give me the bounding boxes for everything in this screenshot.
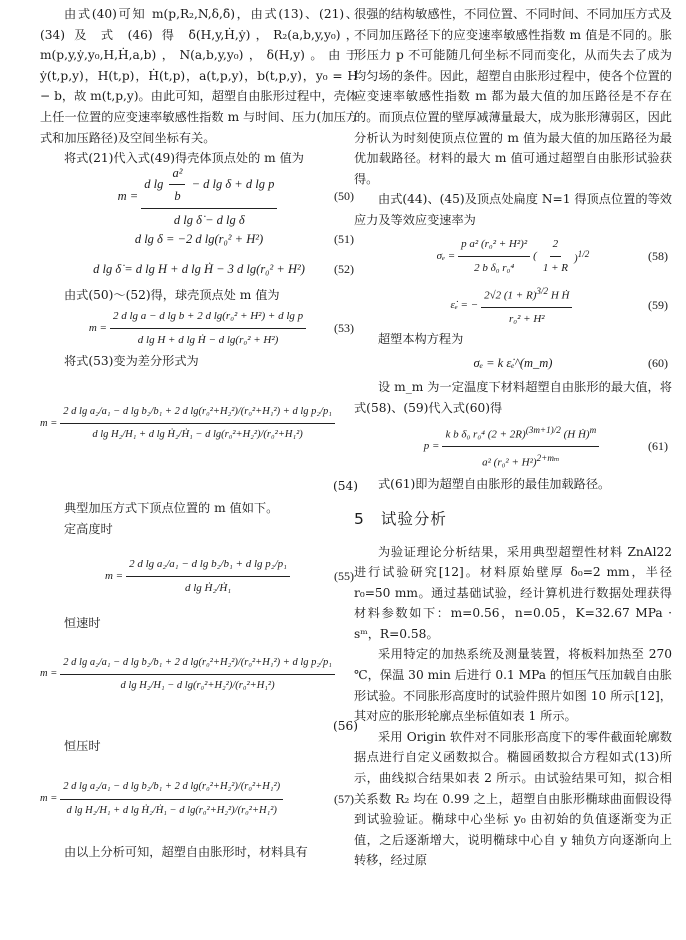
paragraph: 式(61)即为超塑自由胀形的最佳加载路径。 <box>378 477 611 492</box>
equation-text: d lg δ = −2 d lg(r₀² + H²) <box>134 232 264 247</box>
equation-59: ε̇ₑ = − $\frac{2√2 (1 + R)^{3/2} H Ḣ}{\text{r₀² + H²}}$ (59) <box>354 283 672 329</box>
equation-number: (61) <box>648 439 668 454</box>
equation-number: (58) <box>648 249 668 264</box>
equation-number: (52) <box>334 262 354 277</box>
equation-58: σₑ = $\frac{\text{p a² (r₀² + H²)²}}{\text{2 b δ₀ r₀⁴}}$ ( $\frac{2}{1 + R}$ )$^{1/2}$ (58) <box>354 231 672 283</box>
section-title: 试验分析 <box>380 509 447 528</box>
equation-54: m = 2 d lg a₂/a₁ − d lg b₂/b₁ + 2 d lg(r₀²+H₂²)/(r₀²+H₁²) + d lg p₂/p₁ d lg H₂/H₁ + d lg Ḣ₂/Ḣ₁ − d lg(r₀²+H₂²)/(r₀²+H₁²) <box>40 372 358 476</box>
equation-text: d lg δ̇ = d lg H + d lg Ḣ − 3 d lg(r₀² + H²) <box>93 262 305 277</box>
equation-number: (53) <box>334 321 354 336</box>
paragraph: 典型加压方式下顶点位置的 m 值如下。 <box>64 500 279 515</box>
equation-55: m = $\frac{\text{2 d lg a₂/a₁ − d lg b₂/b₁ + d lg p₂/p₁}}{\text{d lg Ḣ₂/Ḣ₁}}$ (55) <box>40 539 358 613</box>
equation-number: (57) <box>334 792 354 807</box>
paragraph: 由以上分析可知，超塑自由胀形时，材料具有 <box>64 845 308 860</box>
paragraph: 恒压时 <box>64 738 101 753</box>
equation-number: (59) <box>648 298 668 313</box>
equation-number: (56) <box>332 718 358 733</box>
section-number: 5 <box>354 509 365 528</box>
equation-60 <box>354 349 672 377</box>
paragraph: 由式(44)、(45)及顶点处扁度 N=1 得顶点位置的等效应力及等效应变速率为 <box>354 192 672 227</box>
equation-text: σₑ = k ε̇ₑ^(m_m) <box>473 355 553 370</box>
paragraph: 超塑本构方程为 <box>378 331 464 346</box>
equation-number: (55) <box>334 568 354 583</box>
equation-51 <box>40 225 358 255</box>
equation-52 <box>40 255 358 285</box>
paragraph: 设 m_m 为一定温度下材料超塑自由胀形的最大值，将式(58)、(59)代入式(60)得 <box>354 380 672 415</box>
equation-56: m = 2 d lg a₂/a₁ − d lg b₂/b₁ + 2 d lg(r₀²+H₂²)/(r₀²+H₁²) + d lg p₂/p₁ d lg H₂/H₁ − d lg(r₀²+H₂²)/(r₀²+H₁²) <box>40 634 358 716</box>
equation-number: (60) <box>648 355 668 370</box>
paragraph: 定高度时 <box>64 521 113 536</box>
paragraph: 将式(53)变为差分形式为 <box>64 354 199 369</box>
paragraph: 采用特定的加热系统及测量装置，将板料加热至 270 ℃，保温 30 min 后进行 0.1 MPa 的恒压气压加载自由胀形试验。不同胀形高度时的试验件照片如图 10 所示[12]，其对应的胀形轮廓点坐标值如表 1 所示。 <box>354 647 672 724</box>
equation-50: m = d lg $\frac{\text{a²}}{b}$ − d lg δ + d lg p d lg δ̇ − d lg δ (50) <box>40 169 358 225</box>
equation-57: m = $\frac{\text{2 d lg a₂/a₁ − d lg b₂/b₁ + 2 d lg(r₀²+H₂²)/(r₀²+H₁²)}}{\text{d lg H₂/H₁ + d lg Ḣ₂/Ḣ₁ − d lg(r₀²+H₂²)/(r₀²+H₁²)}}$ (57) <box>40 756 358 842</box>
section-heading <box>354 509 672 530</box>
paragraph: 为验证理论分析结果，采用典型超塑性材料 ZnAl22 进行试验研究[12]。材料原始壁厚 δ₀=2 mm，半径 r₀=50 mm。通过基础试验，经计算机进行数据处理获得材料参数如下：m=0.56，n=0.05，K=32.67 MPa · sᵐ，R=0.58。 <box>354 544 672 641</box>
equation-number: (50) <box>334 189 354 204</box>
right-column <box>354 0 672 871</box>
paragraph: 恒速时 <box>64 616 101 631</box>
paragraph: 由式(40)可知 m(p,R₂,N,δ,δ̇)，由式(13)、(21)、(34) 及 式 (46) 得 δ̇(H,y,Ḣ,ẏ)，R₂(a,b,y,y₀)，m(p,y,ẏ,y₀,H,Ḣ,a,b)，N(a,b,y,y₀)，δ(H,y)。由于 ẏ(t,p,y)，H(t,p)，Ḣ(t,p)，a(t,p,y)，b(t,p,y)，y₀ = H − b，故 m(t,p,y)。由此可知，超塑自由胀形过程中，壳体上任一位置的应变速率敏感性指数 m 与时间、压力(加压方式和加压路径)及空间坐标有关。 <box>40 7 358 145</box>
equation-61: p = $\frac{k b \delta_0 r_0^4 (2 + 2R)^{(3m+1)/2} (H Ḣ)^m}{a^2 (r_0^2 + H^2)^{2+m_m}}$ (61) <box>354 418 672 474</box>
equation-53: m = $\frac{\text{2 d lg a − d lg b + 2 d lg(r₀² + H²) + d lg p}}{\text{d lg H + d lg Ḣ − d lg(r₀² + H²)}}$ (53) <box>40 305 358 351</box>
equation-number: (54) <box>332 478 358 493</box>
paragraph: 很强的结构敏感性，不同位置、不同时间、不同加压方式及不同加压路径下的应变速率敏感性指数 m 值是不同的。胀形压力 p 不可能随几何坐标不同而变化，从而失去了成为均匀场的条件。因此，超塑自由胀形过程中，使各个位置的应变速率敏感性指数 m 都为最大值的加压路径是不存在的。而顶点位置的壁厚减薄量最大，成为胀形薄弱区，因此分析认为时刻使顶点位置的 m 值为最大值的加压路径为最优加载路径。材料的最大 m 值可通过超塑自由胀形试验获得。 <box>354 7 672 186</box>
equation-number: (51) <box>334 232 354 247</box>
left-column <box>40 0 358 863</box>
paragraph: 采用 Origin 软件对不同胀形高度下的零件截面轮廓数据点进行自定义函数拟合。椭圆函数拟合方程如式(13)所示，曲线拟合结果如表 2 所示。由试验结果可知，拟合相关系数 R₂ 均在 0.99 之上，超塑自由胀形椭球曲面假设得到试验验证。椭球中心坐标 y₀ 由初始的负值逐渐变为正值，之后逐渐增大，说明椭球中心自 y 轴负方向逐渐向上转移，经过原 <box>354 729 672 868</box>
paragraph: 将式(21)代入式(49)得壳体顶点处的 m 值为 <box>64 151 304 166</box>
paragraph: 由式(50)～(52)得，球壳顶点处 m 值为 <box>64 287 280 302</box>
